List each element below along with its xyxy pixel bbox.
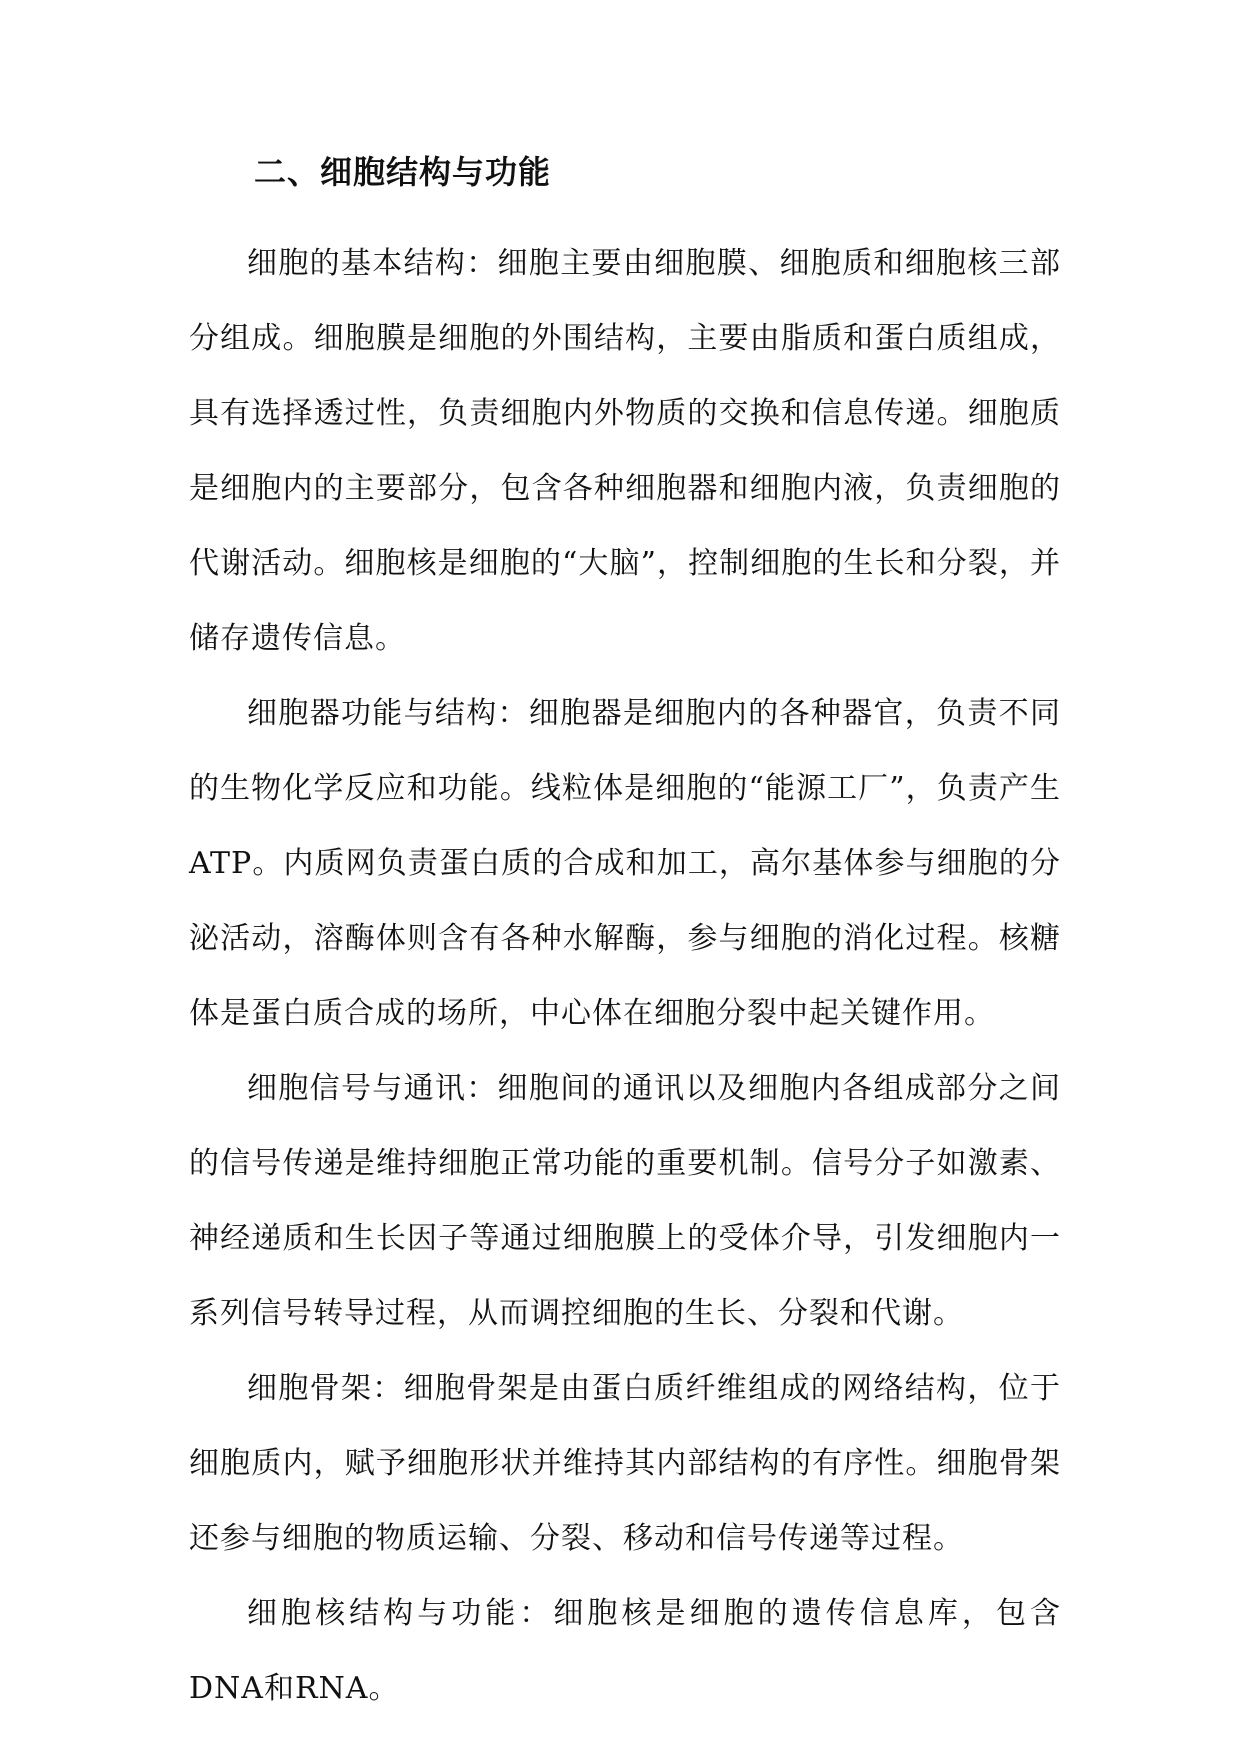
body-text: [189, 226, 1061, 1726]
section-heading: 二、细胞结构与功能: [254, 153, 552, 191]
paragraph-cell-signaling: 细胞信号与通讯：细胞间的通讯以及细胞内各组成部分之间的信号传递是维持细胞正常功能的重要机制。信号分子如激素、神经递质和生长因子等通过细胞膜上的受体介导，引发细胞内一系列信号转导过程，从而调控细胞的生长、分裂和代谢。: [189, 1071, 1061, 1331]
paragraph-nucleus: 细胞核结构与功能：细胞核是细胞的遗传信息库，包含DNA和RNA。: [189, 1596, 1061, 1706]
paragraph-cell-structure: 细胞的基本结构：细胞主要由细胞膜、细胞质和细胞核三部分组成。细胞膜是细胞的外围结构，主要由脂质和蛋白质组成，具有选择透过性，负责细胞内外物质的交换和信息传递。细胞质是细胞内的主要部分，包含各种细胞器和细胞内液，负责细胞的代谢活动。细胞核是细胞的“大脑”，控制细胞的生长和分裂，并储存遗传信息。: [189, 246, 1061, 656]
paragraph-cytoskeleton: 细胞骨架：细胞骨架是由蛋白质纤维组成的网络结构，位于细胞质内，赋予细胞形状并维持其内部结构的有序性。细胞骨架还参与细胞的物质运输、分裂、移动和信号传递等过程。: [189, 1371, 1061, 1556]
paragraph-organelles: 细胞器功能与结构：细胞器是细胞内的各种器官，负责不同的生物化学反应和功能。线粒体是细胞的“能源工厂”，负责产生ATP。内质网负责蛋白质的合成和加工，高尔基体参与细胞的分泌活动，溶酶体则含有各种水解酶，参与细胞的消化过程。核糖体是蛋白质合成的场所，中心体在细胞分裂中起关键作用。: [189, 696, 1061, 1031]
